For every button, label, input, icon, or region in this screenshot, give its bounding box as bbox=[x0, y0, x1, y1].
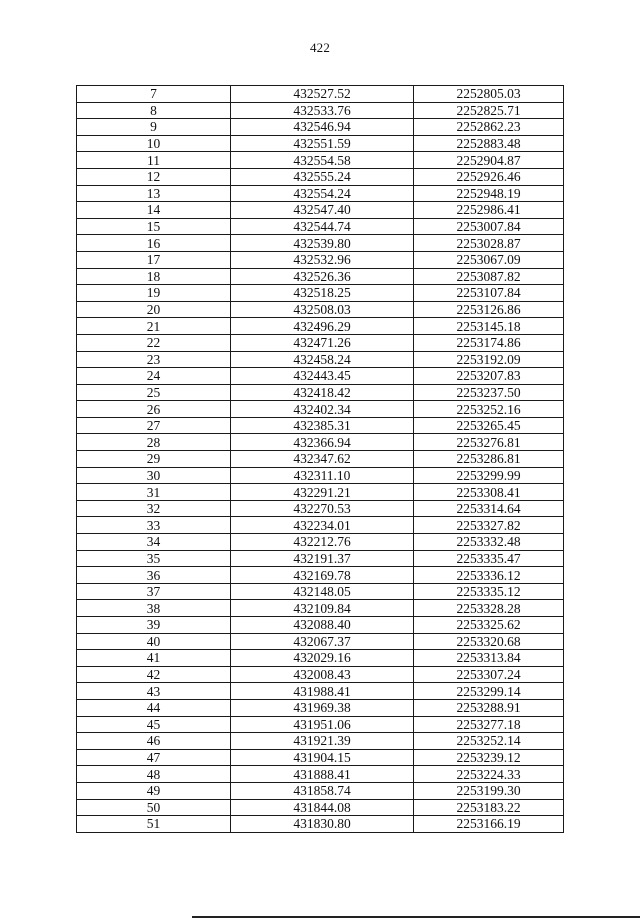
point-number-cell: 19 bbox=[77, 285, 231, 302]
point-number-cell: 7 bbox=[77, 86, 231, 103]
point-number-cell: 38 bbox=[77, 600, 231, 617]
x-coordinate-cell: 431969.38 bbox=[231, 699, 414, 716]
table-row bbox=[77, 517, 564, 534]
point-number-cell: 13 bbox=[77, 185, 231, 202]
x-coordinate-cell: 432554.24 bbox=[231, 185, 414, 202]
x-coordinate-cell: 432539.80 bbox=[231, 235, 414, 252]
y-coordinate-cell: 2252986.41 bbox=[414, 202, 564, 219]
y-coordinate-cell: 2253299.14 bbox=[414, 683, 564, 700]
point-number-cell: 20 bbox=[77, 301, 231, 318]
x-coordinate-cell: 432518.25 bbox=[231, 285, 414, 302]
point-number-cell: 18 bbox=[77, 268, 231, 285]
y-coordinate-cell: 2253183.22 bbox=[414, 799, 564, 816]
y-coordinate-cell: 2253239.12 bbox=[414, 749, 564, 766]
point-number-cell: 41 bbox=[77, 650, 231, 667]
point-number-cell: 27 bbox=[77, 417, 231, 434]
x-coordinate-cell: 432212.76 bbox=[231, 534, 414, 551]
point-number-cell: 33 bbox=[77, 517, 231, 534]
x-coordinate-cell: 431921.39 bbox=[231, 733, 414, 750]
x-coordinate-cell: 432029.16 bbox=[231, 650, 414, 667]
table-row bbox=[77, 749, 564, 766]
y-coordinate-cell: 2253307.24 bbox=[414, 666, 564, 683]
x-coordinate-cell: 432471.26 bbox=[231, 334, 414, 351]
table-row bbox=[77, 218, 564, 235]
bottom-rule bbox=[192, 916, 640, 918]
point-number-cell: 29 bbox=[77, 451, 231, 468]
table-row bbox=[77, 268, 564, 285]
point-number-cell: 15 bbox=[77, 218, 231, 235]
coordinates-table bbox=[76, 85, 564, 833]
table-row bbox=[77, 334, 564, 351]
point-number-cell: 50 bbox=[77, 799, 231, 816]
table-row bbox=[77, 633, 564, 650]
table-row bbox=[77, 500, 564, 517]
table-row bbox=[77, 534, 564, 551]
table-row bbox=[77, 550, 564, 567]
point-number-cell: 26 bbox=[77, 401, 231, 418]
y-coordinate-cell: 2253276.81 bbox=[414, 434, 564, 451]
point-number-cell: 48 bbox=[77, 766, 231, 783]
table-row bbox=[77, 766, 564, 783]
table-row bbox=[77, 351, 564, 368]
table-row bbox=[77, 782, 564, 799]
table-row bbox=[77, 617, 564, 634]
table-row bbox=[77, 168, 564, 185]
table-row bbox=[77, 683, 564, 700]
page-number: 422 bbox=[309, 40, 331, 55]
point-number-cell: 31 bbox=[77, 484, 231, 501]
y-coordinate-cell: 2253320.68 bbox=[414, 633, 564, 650]
x-coordinate-cell: 432109.84 bbox=[231, 600, 414, 617]
x-coordinate-cell: 432169.78 bbox=[231, 567, 414, 584]
table-row bbox=[77, 467, 564, 484]
y-coordinate-cell: 2253126.86 bbox=[414, 301, 564, 318]
point-number-cell: 42 bbox=[77, 666, 231, 683]
y-coordinate-cell: 2252948.19 bbox=[414, 185, 564, 202]
point-number-cell: 39 bbox=[77, 617, 231, 634]
table-row bbox=[77, 733, 564, 750]
y-coordinate-cell: 2253087.82 bbox=[414, 268, 564, 285]
y-coordinate-cell: 2253174.86 bbox=[414, 334, 564, 351]
y-coordinate-cell: 2253207.83 bbox=[414, 368, 564, 385]
coordinates-table-body bbox=[77, 86, 564, 833]
table-row bbox=[77, 583, 564, 600]
x-coordinate-cell: 432366.94 bbox=[231, 434, 414, 451]
table-row bbox=[77, 301, 564, 318]
point-number-cell: 17 bbox=[77, 251, 231, 268]
table-row bbox=[77, 816, 564, 833]
x-coordinate-cell: 432533.76 bbox=[231, 102, 414, 119]
x-coordinate-cell: 432402.34 bbox=[231, 401, 414, 418]
x-coordinate-cell: 432148.05 bbox=[231, 583, 414, 600]
x-coordinate-cell: 432347.62 bbox=[231, 451, 414, 468]
x-coordinate-cell: 432555.24 bbox=[231, 168, 414, 185]
point-number-cell: 51 bbox=[77, 816, 231, 833]
y-coordinate-cell: 2253328.28 bbox=[414, 600, 564, 617]
point-number-cell: 43 bbox=[77, 683, 231, 700]
table-row bbox=[77, 119, 564, 136]
y-coordinate-cell: 2253313.84 bbox=[414, 650, 564, 667]
y-coordinate-cell: 2253007.84 bbox=[414, 218, 564, 235]
y-coordinate-cell: 2253325.62 bbox=[414, 617, 564, 634]
table-row bbox=[77, 600, 564, 617]
x-coordinate-cell: 432554.58 bbox=[231, 152, 414, 169]
y-coordinate-cell: 2253308.41 bbox=[414, 484, 564, 501]
y-coordinate-cell: 2253145.18 bbox=[414, 318, 564, 335]
point-number-cell: 36 bbox=[77, 567, 231, 584]
table-row bbox=[77, 318, 564, 335]
point-number-cell: 12 bbox=[77, 168, 231, 185]
y-coordinate-cell: 2253299.99 bbox=[414, 467, 564, 484]
y-coordinate-cell: 2253028.87 bbox=[414, 235, 564, 252]
point-number-cell: 9 bbox=[77, 119, 231, 136]
x-coordinate-cell: 432551.59 bbox=[231, 135, 414, 152]
y-coordinate-cell: 2253237.50 bbox=[414, 384, 564, 401]
table-row bbox=[77, 384, 564, 401]
point-number-cell: 24 bbox=[77, 368, 231, 385]
y-coordinate-cell: 2252862.23 bbox=[414, 119, 564, 136]
x-coordinate-cell: 432443.45 bbox=[231, 368, 414, 385]
table-row bbox=[77, 451, 564, 468]
x-coordinate-cell: 432191.37 bbox=[231, 550, 414, 567]
x-coordinate-cell: 432527.52 bbox=[231, 86, 414, 103]
table-row bbox=[77, 135, 564, 152]
x-coordinate-cell: 431951.06 bbox=[231, 716, 414, 733]
x-coordinate-cell: 431844.08 bbox=[231, 799, 414, 816]
table-row bbox=[77, 799, 564, 816]
point-number-cell: 16 bbox=[77, 235, 231, 252]
table-row bbox=[77, 417, 564, 434]
table-row bbox=[77, 567, 564, 584]
y-coordinate-cell: 2253288.91 bbox=[414, 699, 564, 716]
y-coordinate-cell: 2253107.84 bbox=[414, 285, 564, 302]
table-row bbox=[77, 285, 564, 302]
table-row bbox=[77, 202, 564, 219]
y-coordinate-cell: 2252805.03 bbox=[414, 86, 564, 103]
x-coordinate-cell: 432526.36 bbox=[231, 268, 414, 285]
y-coordinate-cell: 2252926.46 bbox=[414, 168, 564, 185]
y-coordinate-cell: 2253252.16 bbox=[414, 401, 564, 418]
y-coordinate-cell: 2253166.19 bbox=[414, 816, 564, 833]
y-coordinate-cell: 2253327.82 bbox=[414, 517, 564, 534]
x-coordinate-cell: 431858.74 bbox=[231, 782, 414, 799]
point-number-cell: 32 bbox=[77, 500, 231, 517]
x-coordinate-cell: 431988.41 bbox=[231, 683, 414, 700]
point-number-cell: 14 bbox=[77, 202, 231, 219]
point-number-cell: 40 bbox=[77, 633, 231, 650]
x-coordinate-cell: 432508.03 bbox=[231, 301, 414, 318]
y-coordinate-cell: 2253335.47 bbox=[414, 550, 564, 567]
table-row bbox=[77, 152, 564, 169]
y-coordinate-cell: 2253286.81 bbox=[414, 451, 564, 468]
table-row bbox=[77, 86, 564, 103]
x-coordinate-cell: 432385.31 bbox=[231, 417, 414, 434]
point-number-cell: 8 bbox=[77, 102, 231, 119]
x-coordinate-cell: 432418.42 bbox=[231, 384, 414, 401]
point-number-cell: 28 bbox=[77, 434, 231, 451]
point-number-cell: 45 bbox=[77, 716, 231, 733]
x-coordinate-cell: 432311.10 bbox=[231, 467, 414, 484]
y-coordinate-cell: 2253277.18 bbox=[414, 716, 564, 733]
table-row bbox=[77, 699, 564, 716]
x-coordinate-cell: 432234.01 bbox=[231, 517, 414, 534]
point-number-cell: 25 bbox=[77, 384, 231, 401]
y-coordinate-cell: 2253335.12 bbox=[414, 583, 564, 600]
point-number-cell: 10 bbox=[77, 135, 231, 152]
x-coordinate-cell: 432496.29 bbox=[231, 318, 414, 335]
x-coordinate-cell: 431888.41 bbox=[231, 766, 414, 783]
x-coordinate-cell: 431830.80 bbox=[231, 816, 414, 833]
y-coordinate-cell: 2253332.48 bbox=[414, 534, 564, 551]
table-row bbox=[77, 102, 564, 119]
y-coordinate-cell: 2253314.64 bbox=[414, 500, 564, 517]
table-row bbox=[77, 434, 564, 451]
table-row bbox=[77, 666, 564, 683]
point-number-cell: 22 bbox=[77, 334, 231, 351]
point-number-cell: 21 bbox=[77, 318, 231, 335]
table-row bbox=[77, 185, 564, 202]
x-coordinate-cell: 432547.40 bbox=[231, 202, 414, 219]
x-coordinate-cell: 432291.21 bbox=[231, 484, 414, 501]
x-coordinate-cell: 432546.94 bbox=[231, 119, 414, 136]
y-coordinate-cell: 2253199.30 bbox=[414, 782, 564, 799]
table-row bbox=[77, 484, 564, 501]
y-coordinate-cell: 2253336.12 bbox=[414, 567, 564, 584]
point-number-cell: 34 bbox=[77, 534, 231, 551]
table-row bbox=[77, 401, 564, 418]
point-number-cell: 11 bbox=[77, 152, 231, 169]
point-number-cell: 23 bbox=[77, 351, 231, 368]
x-coordinate-cell: 432544.74 bbox=[231, 218, 414, 235]
x-coordinate-cell: 432067.37 bbox=[231, 633, 414, 650]
point-number-cell: 44 bbox=[77, 699, 231, 716]
x-coordinate-cell: 432088.40 bbox=[231, 617, 414, 634]
x-coordinate-cell: 432270.53 bbox=[231, 500, 414, 517]
x-coordinate-cell: 432532.96 bbox=[231, 251, 414, 268]
point-number-cell: 37 bbox=[77, 583, 231, 600]
point-number-cell: 47 bbox=[77, 749, 231, 766]
table-row bbox=[77, 235, 564, 252]
table-row bbox=[77, 368, 564, 385]
x-coordinate-cell: 432008.43 bbox=[231, 666, 414, 683]
y-coordinate-cell: 2252825.71 bbox=[414, 102, 564, 119]
table-row bbox=[77, 650, 564, 667]
table-row bbox=[77, 251, 564, 268]
point-number-cell: 35 bbox=[77, 550, 231, 567]
point-number-cell: 30 bbox=[77, 467, 231, 484]
y-coordinate-cell: 2253252.14 bbox=[414, 733, 564, 750]
table-row bbox=[77, 716, 564, 733]
y-coordinate-cell: 2253265.45 bbox=[414, 417, 564, 434]
point-number-cell: 46 bbox=[77, 733, 231, 750]
y-coordinate-cell: 2252883.48 bbox=[414, 135, 564, 152]
x-coordinate-cell: 432458.24 bbox=[231, 351, 414, 368]
y-coordinate-cell: 2253192.09 bbox=[414, 351, 564, 368]
y-coordinate-cell: 2252904.87 bbox=[414, 152, 564, 169]
x-coordinate-cell: 431904.15 bbox=[231, 749, 414, 766]
y-coordinate-cell: 2253224.33 bbox=[414, 766, 564, 783]
point-number-cell: 49 bbox=[77, 782, 231, 799]
y-coordinate-cell: 2253067.09 bbox=[414, 251, 564, 268]
